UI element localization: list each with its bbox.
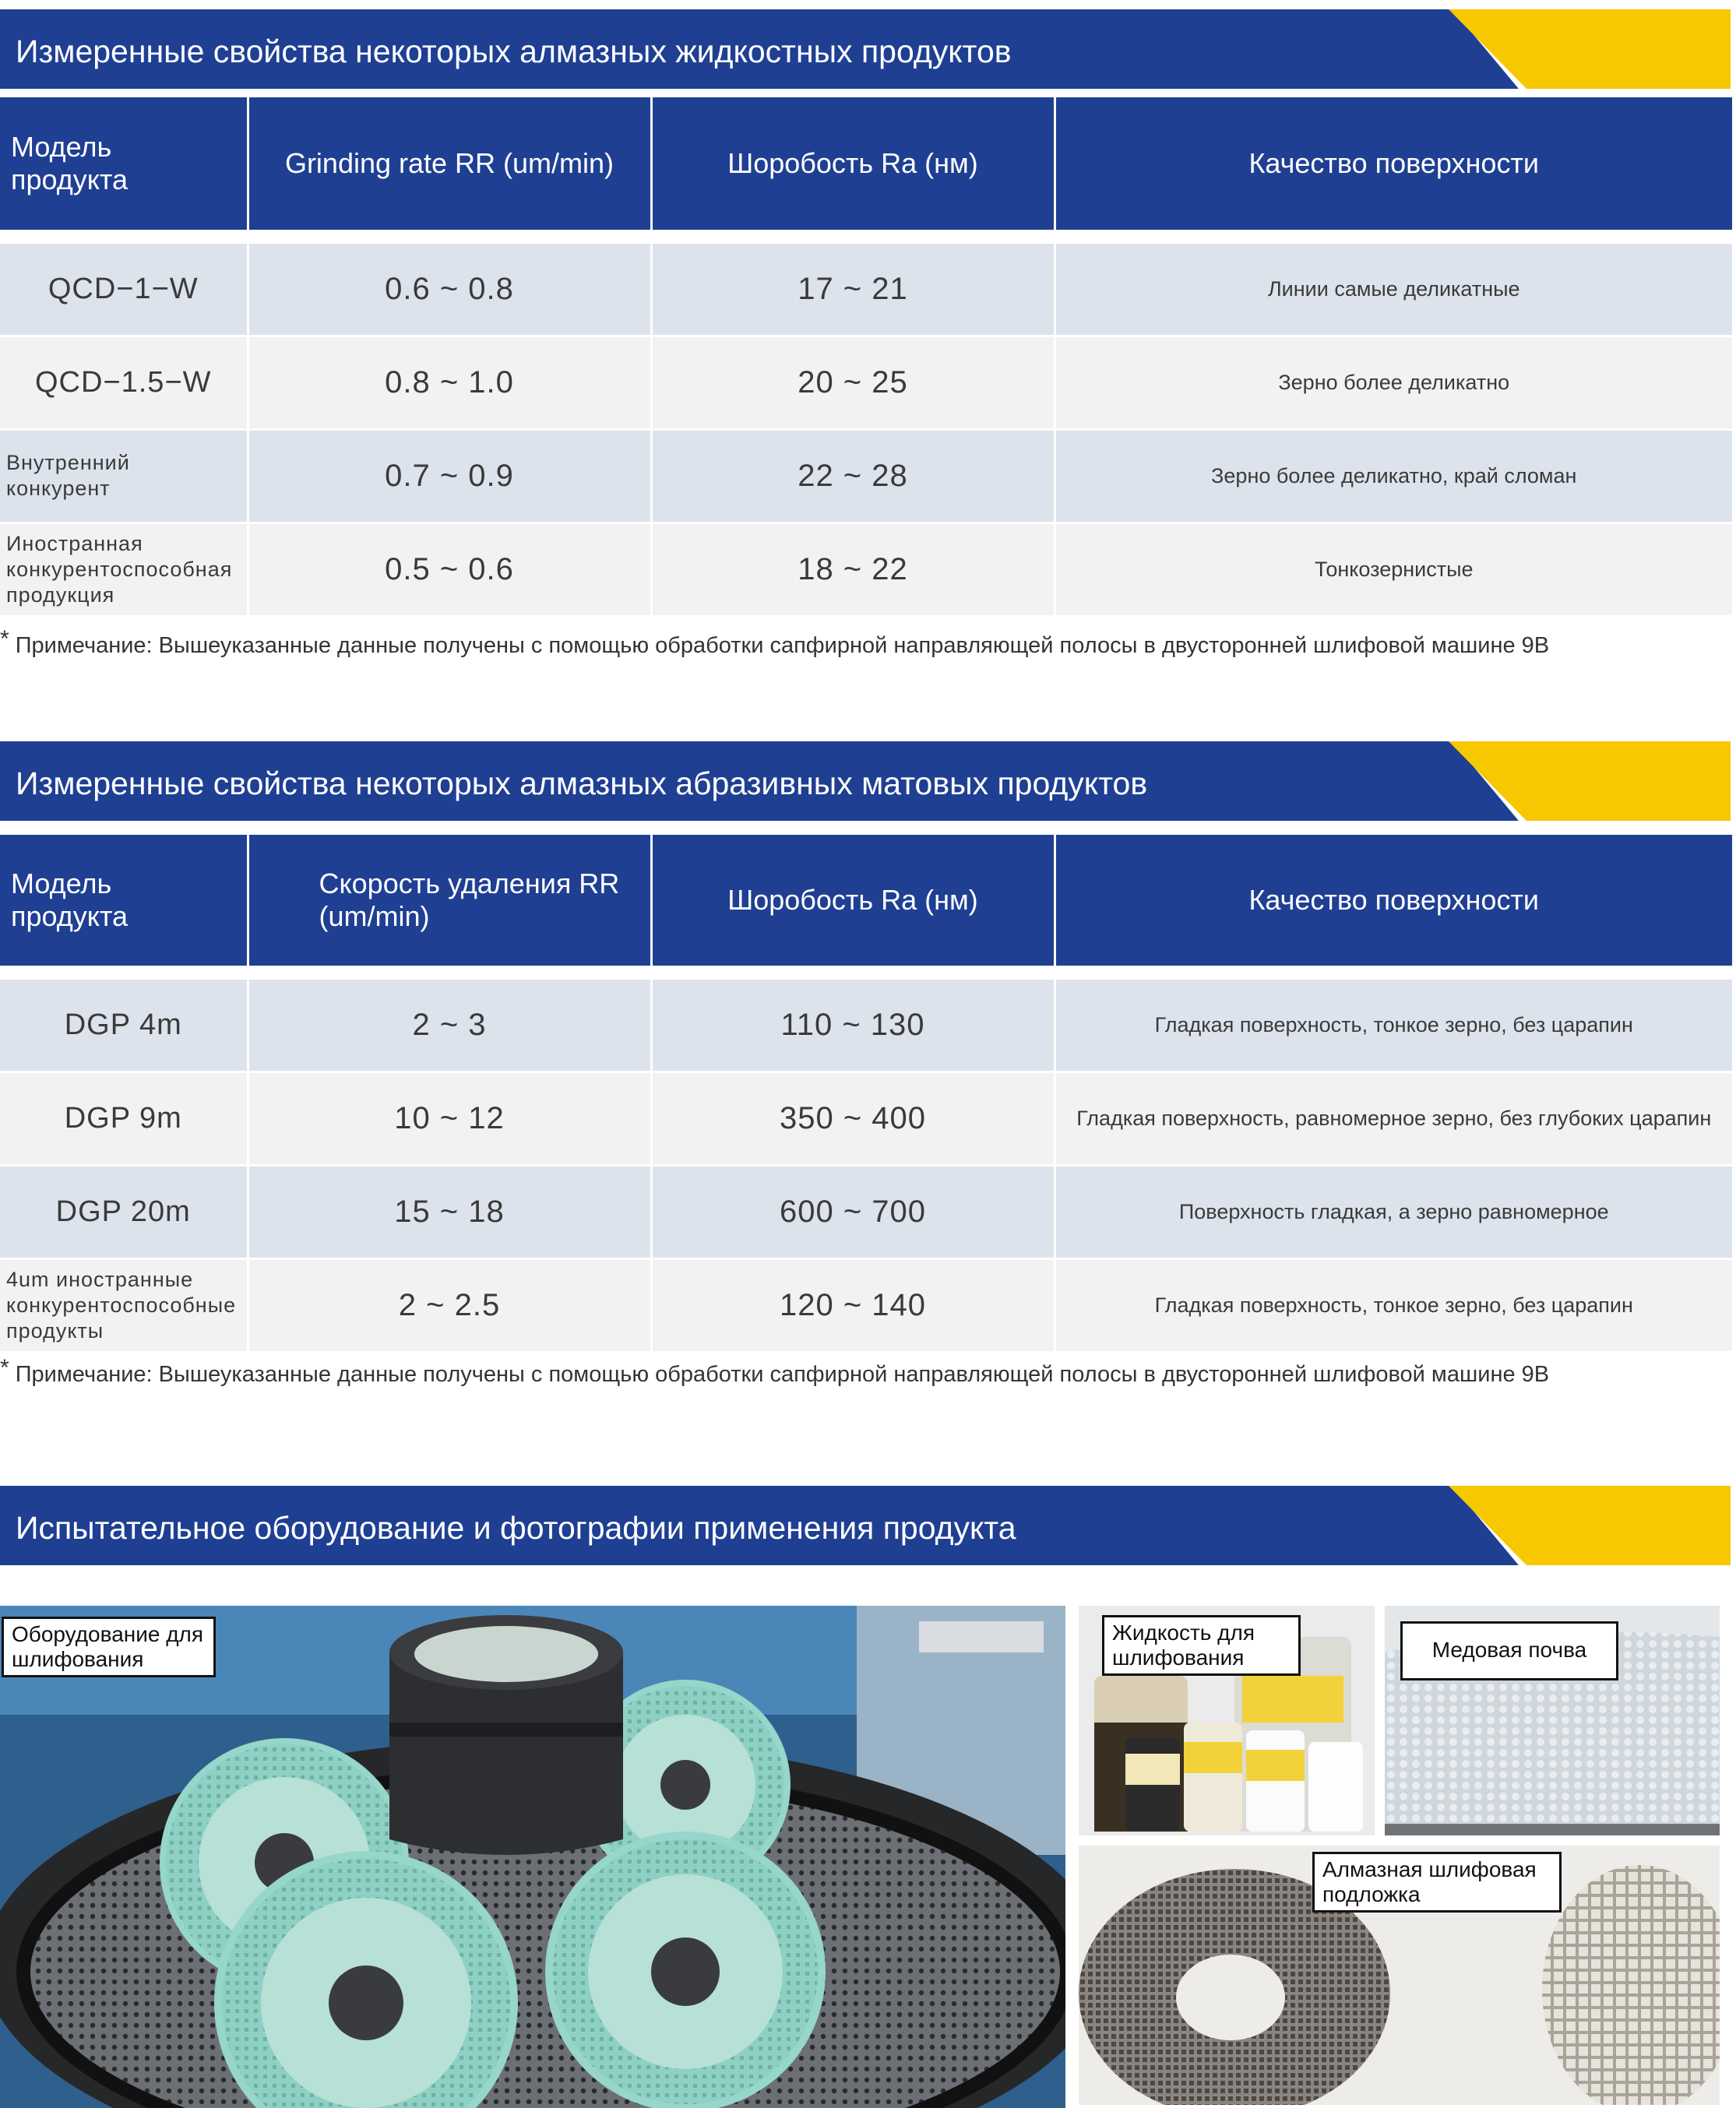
section-banner-equipment <box>0 1486 1736 1565</box>
cell-roughness: 20 ~ 25 <box>651 336 1055 429</box>
cell-model: 4um иностранные конкурентоспособные продукты <box>0 1258 248 1352</box>
cell-model: Внутренний конкурент <box>0 429 248 523</box>
mat-products-table <box>0 835 1732 1353</box>
cell-rate: 15 ~ 18 <box>248 1165 651 1258</box>
honeycomb-pad-photo <box>1385 1606 1720 1835</box>
header-roughness: Шоробость Ra (нм) <box>651 835 1055 966</box>
table-header-row <box>0 97 1732 230</box>
footnote-star: * <box>0 626 9 652</box>
cell-quality: Гладкая поверхность, тонкое зерно, без царапин <box>1055 980 1732 1072</box>
header-quality: Качество поверхности <box>1055 835 1732 966</box>
grinding-liquid-photo <box>1079 1606 1375 1835</box>
footnote-text: Примечание: Вышеуказанные данные получены с помощью обработки сапфирной направляющей полосы в двусторонней шлифовой машине 9B <box>15 1362 1550 1387</box>
cell-rate: 0.6 ~ 0.8 <box>248 244 651 336</box>
table-row <box>0 1072 1732 1165</box>
cell-quality: Тонкозернистые <box>1055 523 1732 616</box>
table-row <box>0 523 1732 616</box>
header-rate: Скорость удаления RR (um/min) <box>248 835 651 966</box>
cell-model: DGP 4m <box>0 980 248 1072</box>
cell-rate: 0.8 ~ 1.0 <box>248 336 651 429</box>
cell-roughness: 18 ~ 22 <box>651 523 1055 616</box>
header-model: Модель продукта <box>0 97 248 230</box>
table-row <box>0 980 1732 1072</box>
footnote-star: * <box>0 1355 9 1381</box>
header-model: Модель продукта <box>0 835 248 966</box>
cell-model: QCD−1−W <box>0 244 248 336</box>
section-title: Испытательное оборудование и фотографии применения продукта <box>16 1510 1016 1546</box>
cell-rate: 0.5 ~ 0.6 <box>248 523 651 616</box>
label-pad: Алмазная шлифовая подложка <box>1312 1852 1562 1913</box>
cell-quality: Поверхность гладкая, а зерно равномерное <box>1055 1165 1732 1258</box>
table-header-row <box>0 835 1732 966</box>
table-row <box>0 1258 1732 1352</box>
cell-rate: 2 ~ 3 <box>248 980 651 1072</box>
cell-rate: 0.7 ~ 0.9 <box>248 429 651 523</box>
table-row <box>0 429 1732 523</box>
cell-quality: Зерно более деликатно <box>1055 336 1732 429</box>
label-honey: Медовая почва <box>1400 1621 1618 1680</box>
cell-quality: Гладкая поверхность, равномерное зерно, без глубоких царапин <box>1055 1072 1732 1165</box>
section-banner-mats <box>0 741 1736 821</box>
table-row <box>0 244 1732 336</box>
cell-roughness: 350 ~ 400 <box>651 1072 1055 1165</box>
cell-model: DGP 20m <box>0 1165 248 1258</box>
header-roughness: Шоробость Ra (нм) <box>651 97 1055 230</box>
cell-rate: 10 ~ 12 <box>248 1072 651 1165</box>
section-banner-liquid <box>0 9 1736 89</box>
label-machine: Оборудование для шлифования <box>2 1617 216 1677</box>
header-rate: Grinding rate RR (um/min) <box>248 97 651 230</box>
footnote <box>0 1355 1550 1388</box>
cell-quality: Линии самые деликатные <box>1055 244 1732 336</box>
cell-model: DGP 9m <box>0 1072 248 1165</box>
cell-quality: Зерно более деликатно, край сломан <box>1055 429 1732 523</box>
footnote <box>0 626 1550 659</box>
table-row <box>0 336 1732 429</box>
diamond-pad-photo <box>1079 1846 1720 2105</box>
footnote-text: Примечание: Вышеуказанные данные получены с помощью обработки сапфирной направляющей полосы в двусторонней шлифовой машине 9B <box>15 633 1550 658</box>
cell-quality: Гладкая поверхность, тонкое зерно, без царапин <box>1055 1258 1732 1352</box>
cell-model: Иностранная конкурентоспособная продукция <box>0 523 248 616</box>
header-quality: Качество поверхности <box>1055 97 1732 230</box>
table-row <box>0 1165 1732 1258</box>
cell-roughness: 120 ~ 140 <box>651 1258 1055 1352</box>
cell-roughness: 22 ~ 28 <box>651 429 1055 523</box>
label-liquid: Жидкость для шлифования <box>1102 1615 1301 1676</box>
cell-roughness: 17 ~ 21 <box>651 244 1055 336</box>
section-title: Измеренные свойства некоторых алмазных жидкостных продуктов <box>16 33 1012 69</box>
carrier-disc <box>545 1832 826 2108</box>
cell-rate: 2 ~ 2.5 <box>248 1258 651 1352</box>
liquid-products-table <box>0 97 1732 618</box>
cell-model: QCD−1.5−W <box>0 336 248 429</box>
cell-roughness: 110 ~ 130 <box>651 980 1055 1072</box>
cell-roughness: 600 ~ 700 <box>651 1165 1055 1258</box>
section-title: Измеренные свойства некоторых алмазных абразивных матовых продуктов <box>16 765 1148 801</box>
pressure-cylinder <box>389 1615 623 1855</box>
grinding-machine-photo <box>0 1606 1065 2108</box>
